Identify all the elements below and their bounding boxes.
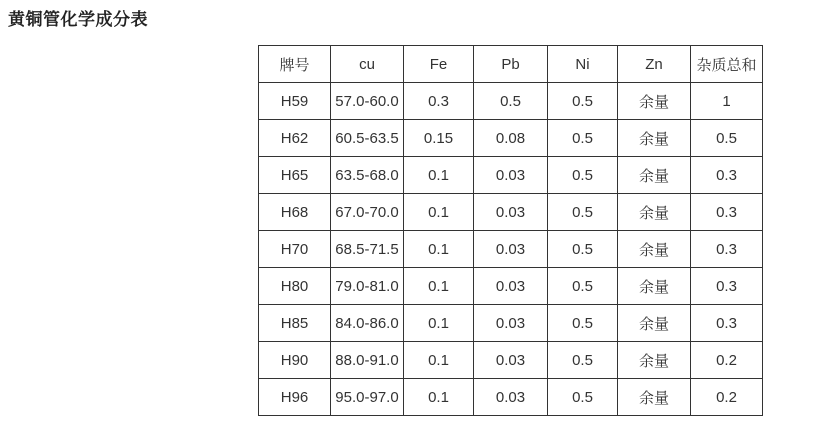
table-cell: 0.3 (691, 194, 763, 231)
table-row (259, 194, 763, 231)
table-cell: 0.03 (474, 305, 548, 342)
table-cell: 0.1 (404, 194, 474, 231)
grade-cell: H59 (259, 83, 331, 120)
grade-cell: H96 (259, 379, 331, 416)
table-cell: 0.5 (474, 83, 548, 120)
header-row (259, 46, 763, 83)
column-header: 杂质总和 (691, 46, 763, 83)
table-cell: 0.1 (404, 379, 474, 416)
table-cell: 0.08 (474, 120, 548, 157)
grade-cell: H65 (259, 157, 331, 194)
table-cell: 0.5 (548, 120, 618, 157)
table-cell: 60.5-63.5 (331, 120, 404, 157)
table-cell: 0.3 (691, 157, 763, 194)
composition-table (258, 45, 763, 416)
table-cell: 0.5 (548, 305, 618, 342)
column-header: Ni (548, 46, 618, 83)
table-cell: 0.2 (691, 379, 763, 416)
column-header: Zn (618, 46, 691, 83)
table-cell: 95.0-97.0 (331, 379, 404, 416)
table-cell: 0.1 (404, 268, 474, 305)
table-row (259, 305, 763, 342)
table-row (259, 231, 763, 268)
table-cell: 0.15 (404, 120, 474, 157)
table-row (259, 83, 763, 120)
grade-cell: H68 (259, 194, 331, 231)
table-cell: 67.0-70.0 (331, 194, 404, 231)
grade-cell: H62 (259, 120, 331, 157)
table-cell: 0.5 (548, 194, 618, 231)
table-cell: 0.2 (691, 342, 763, 379)
table-cell: 1 (691, 83, 763, 120)
table-row (259, 268, 763, 305)
table-cell: 0.03 (474, 194, 548, 231)
table-cell: 0.5 (691, 120, 763, 157)
table-row (259, 157, 763, 194)
table-cell: 0.3 (404, 83, 474, 120)
table-cell: 0.1 (404, 305, 474, 342)
table-cell: 0.3 (691, 231, 763, 268)
table-cell: 0.5 (548, 157, 618, 194)
table-cell: 63.5-68.0 (331, 157, 404, 194)
table-cell: 0.5 (548, 379, 618, 416)
table-cell: 0.1 (404, 231, 474, 268)
table-cell: 0.03 (474, 157, 548, 194)
column-header: Pb (474, 46, 548, 83)
table-cell: 0.3 (691, 305, 763, 342)
table-cell: 余量 (618, 268, 691, 305)
table-cell: 余量 (618, 194, 691, 231)
table-cell: 79.0-81.0 (331, 268, 404, 305)
table-cell: 0.5 (548, 231, 618, 268)
table-cell: 88.0-91.0 (331, 342, 404, 379)
table-row (259, 120, 763, 157)
table-cell: 余量 (618, 305, 691, 342)
table-cell: 0.1 (404, 342, 474, 379)
table-cell: 0.03 (474, 268, 548, 305)
grade-cell: H85 (259, 305, 331, 342)
table-cell: 余量 (618, 379, 691, 416)
table-header (259, 46, 763, 83)
table-cell: 余量 (618, 157, 691, 194)
table-cell: 0.1 (404, 157, 474, 194)
table-cell: 84.0-86.0 (331, 305, 404, 342)
table-cell: 68.5-71.5 (331, 231, 404, 268)
table-cell: 0.5 (548, 342, 618, 379)
table-cell: 余量 (618, 83, 691, 120)
table-cell: 余量 (618, 342, 691, 379)
table-cell: 0.5 (548, 268, 618, 305)
table-cell: 余量 (618, 120, 691, 157)
page-title: 黄铜管化学成分表 (8, 10, 148, 29)
table-cell: 余量 (618, 231, 691, 268)
grade-cell: H80 (259, 268, 331, 305)
table-body (259, 83, 763, 416)
table-cell: 0.03 (474, 379, 548, 416)
column-header: cu (331, 46, 404, 83)
table-cell: 0.3 (691, 268, 763, 305)
grade-cell: H90 (259, 342, 331, 379)
table-cell: 0.03 (474, 231, 548, 268)
table-cell: 0.5 (548, 83, 618, 120)
table-row (259, 342, 763, 379)
table-cell: 0.03 (474, 342, 548, 379)
column-header: Fe (404, 46, 474, 83)
column-header: 牌号 (259, 46, 331, 83)
table-cell: 57.0-60.0 (331, 83, 404, 120)
grade-cell: H70 (259, 231, 331, 268)
table-row (259, 379, 763, 416)
